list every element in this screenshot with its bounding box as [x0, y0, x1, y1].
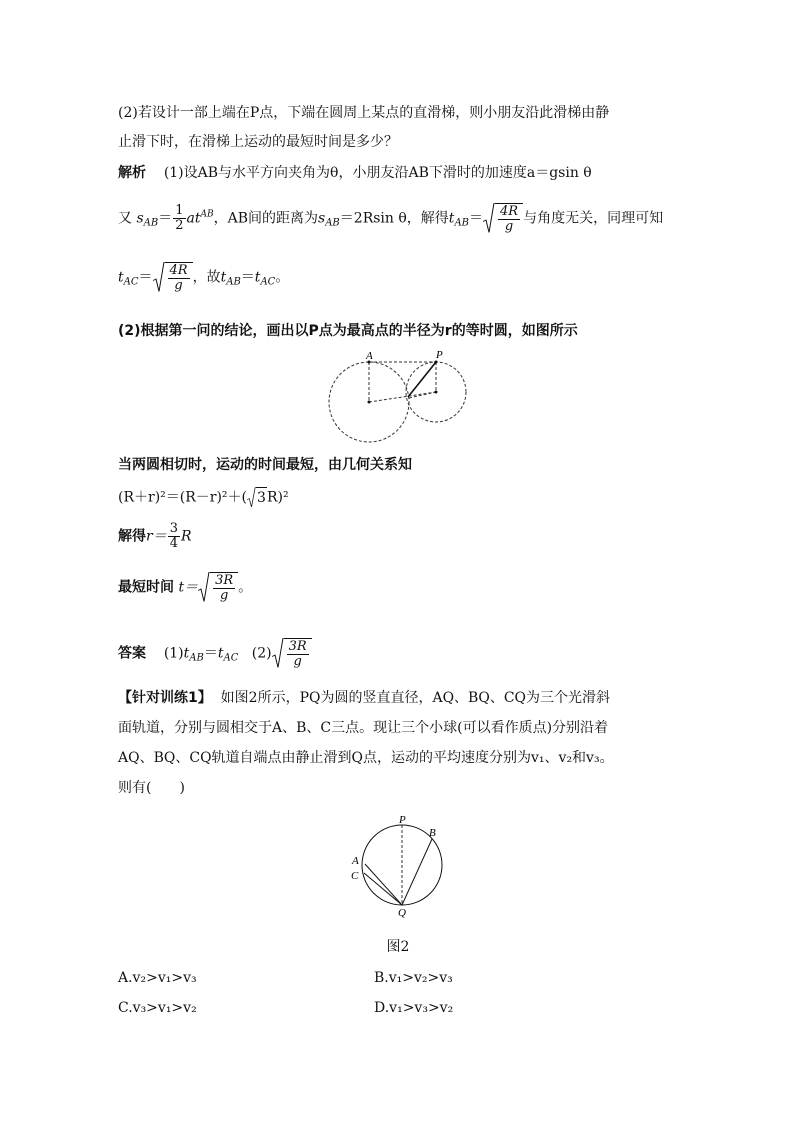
- min-time-lhs: t＝: [178, 579, 199, 596]
- tangent-line: 当两圆相切时，运动的时间最短，由几何关系知: [118, 457, 412, 473]
- subscript-ab: AB: [143, 217, 159, 229]
- frac-g-3: g: [219, 588, 229, 603]
- fraction-three-quarters: [168, 522, 180, 551]
- frac-g-2: g: [174, 278, 183, 293]
- track-aq: [365, 864, 402, 905]
- answer-line: [118, 638, 312, 669]
- option-c[interactable]: C.v₃>v₁>v₂: [118, 1000, 197, 1016]
- superscript-ab: AB: [200, 209, 214, 220]
- radical-sign: [483, 203, 495, 234]
- fraction-one-half: [173, 204, 185, 233]
- text-distance: ，AB间的距离为: [213, 210, 319, 227]
- symbol-t: t: [448, 210, 455, 227]
- frac-4: 4: [169, 536, 178, 551]
- dashed-center-line-1: [369, 392, 436, 402]
- symbol-t-ac: t: [118, 269, 124, 286]
- ans-frac-3r: 3R: [288, 639, 307, 654]
- solve-r-lhs: r＝: [146, 528, 167, 545]
- dashed-center-line-2: [409, 392, 436, 398]
- text-gu: ，故: [192, 269, 221, 286]
- subscript-ab-4: AB: [226, 276, 241, 288]
- symbol-s: s: [136, 210, 144, 227]
- period: 。: [275, 269, 290, 286]
- min-time-prefix: 最短时间: [118, 579, 174, 596]
- question-2-line-1: (2)若设计一部上端在P点，下端在圆周上某点的直滑梯，则小朋友沿此滑梯由静: [118, 105, 610, 121]
- geo-eq-left: (R＋r)²＝(R－r)²＋(: [118, 489, 248, 506]
- solid-slide-line: [408, 362, 436, 397]
- text-independent: 与角度无关，同理可知: [523, 210, 664, 227]
- radical-sign-5: [272, 638, 284, 669]
- subscript-ac: AC: [123, 276, 139, 288]
- subscript-ab-3: AB: [454, 217, 470, 229]
- radical-sign-4: [198, 572, 210, 603]
- fraction-den: 2: [175, 218, 184, 233]
- analysis-line-1: [118, 163, 592, 183]
- symbol-at: at: [186, 210, 201, 227]
- geo-eq-right: R)²: [266, 489, 289, 506]
- track-bq: [402, 839, 432, 905]
- ans-sub-ac: AC: [223, 652, 239, 664]
- label-c: C: [351, 870, 359, 882]
- label-p: P: [436, 349, 443, 361]
- label-a: A: [352, 855, 359, 867]
- solve-r-prefix: 解得: [118, 528, 146, 545]
- training-line-2: 面轨道，分别与圆相交于A、B、C三点。现让三个小球(可以看作质点)分别沿着: [118, 720, 609, 736]
- center-small: [435, 391, 438, 394]
- fraction-num: 1: [175, 203, 184, 218]
- geometry-equation: [118, 487, 289, 508]
- text-you: 又: [118, 210, 132, 227]
- label-q: Q: [398, 907, 406, 919]
- answer-1-label: (1): [163, 645, 184, 662]
- solve-r: [118, 522, 192, 551]
- sqrt-3r-over-g: [198, 572, 238, 603]
- symbol-r: R: [180, 528, 192, 545]
- training-line-1: [118, 688, 610, 708]
- text-2rsin: ＝2Rsin θ，解得: [339, 210, 449, 227]
- analysis-line-2: 又 $s_{AB}=$ $\frac{1}{2}$ $at^{AB}$，AB间的距离为$s_{AB}=2Rsin$ θ，解得$t_{AB}=$ $\frac{4R}{g}$ 与角度无关，同理可知: [118, 203, 664, 234]
- radical-sign-2: [153, 262, 165, 293]
- symbol-t-2: t: [220, 269, 227, 286]
- figure-2-caption: 图2: [386, 939, 410, 955]
- sqrt-4r-over-g-2: [153, 262, 193, 293]
- subscript-ab-2: AB: [325, 217, 340, 229]
- training-line-3: AQ、BQ、CQ轨道自端点由静止滑到Q点，运动的平均速度分别为v₁、v₂和v₃。: [118, 750, 614, 766]
- frac-4r-2: 4R: [169, 263, 188, 278]
- figure-equal-time-circles: [326, 346, 470, 446]
- period-2: 。: [238, 579, 253, 596]
- equals: ＝: [240, 269, 255, 286]
- radical-sign-3: [247, 487, 256, 508]
- label-b: B: [429, 827, 436, 839]
- figure-2-circle: [345, 812, 455, 920]
- part-2-line: (2)根据第一问的结论，画出以P点为最高点的半径为r的等时圆，如图所示: [118, 323, 578, 339]
- ans-frac-g: g: [293, 654, 302, 669]
- ans-t: t: [183, 645, 190, 662]
- option-a[interactable]: A.v₂>v₁>v₃: [118, 970, 197, 986]
- center-large: [368, 401, 371, 404]
- frac-3r: 3R: [215, 573, 234, 588]
- ans-eq: ＝: [203, 645, 218, 662]
- sqrt-3-value: 3: [256, 487, 267, 508]
- min-time: [118, 572, 252, 603]
- option-d[interactable]: D.v₁>v₃>v₂: [374, 1000, 454, 1016]
- analysis-line-3: $t_{AC}=$ $\frac{4R}{g}$ ，故$t_{AB}=t_{AC}$。: [118, 263, 290, 293]
- label-a: A: [366, 350, 373, 362]
- symbol-t-3: t: [254, 269, 261, 286]
- subscript-ac-2: AC: [260, 276, 276, 288]
- symbol-s-2: s: [318, 210, 326, 227]
- analysis-text-1: (1)设AB与水平方向夹角为θ，小朋友沿AB下滑时的加速度a＝gsin θ: [163, 165, 592, 181]
- answer-2-label: (2): [251, 645, 272, 662]
- training-label: 【针对训练1】: [118, 690, 212, 706]
- ans-sub-ab: AB: [189, 652, 204, 664]
- label-p: P: [399, 814, 406, 826]
- training-text-1: 如图2所示，PQ为圆的竖直直径，AQ、BQ、CQ为三个光滑斜: [220, 690, 611, 706]
- ans-sqrt: [272, 638, 312, 669]
- sqrt-3: [247, 487, 267, 508]
- frac-3: 3: [169, 521, 178, 536]
- answer-label: 答案: [118, 645, 146, 662]
- frac-4r: 4R: [500, 204, 519, 219]
- ans-t-2: t: [217, 645, 224, 662]
- training-line-4: 则有( ): [118, 780, 185, 796]
- option-b[interactable]: B.v₁>v₂>v₃: [374, 970, 453, 986]
- question-2-line-2: 止滑下时，在滑梯上运动的最短时间是多少？: [118, 134, 398, 150]
- analysis-label: 解析: [118, 165, 146, 181]
- sqrt-4r-over-g: [483, 203, 523, 234]
- frac-g: g: [504, 219, 514, 234]
